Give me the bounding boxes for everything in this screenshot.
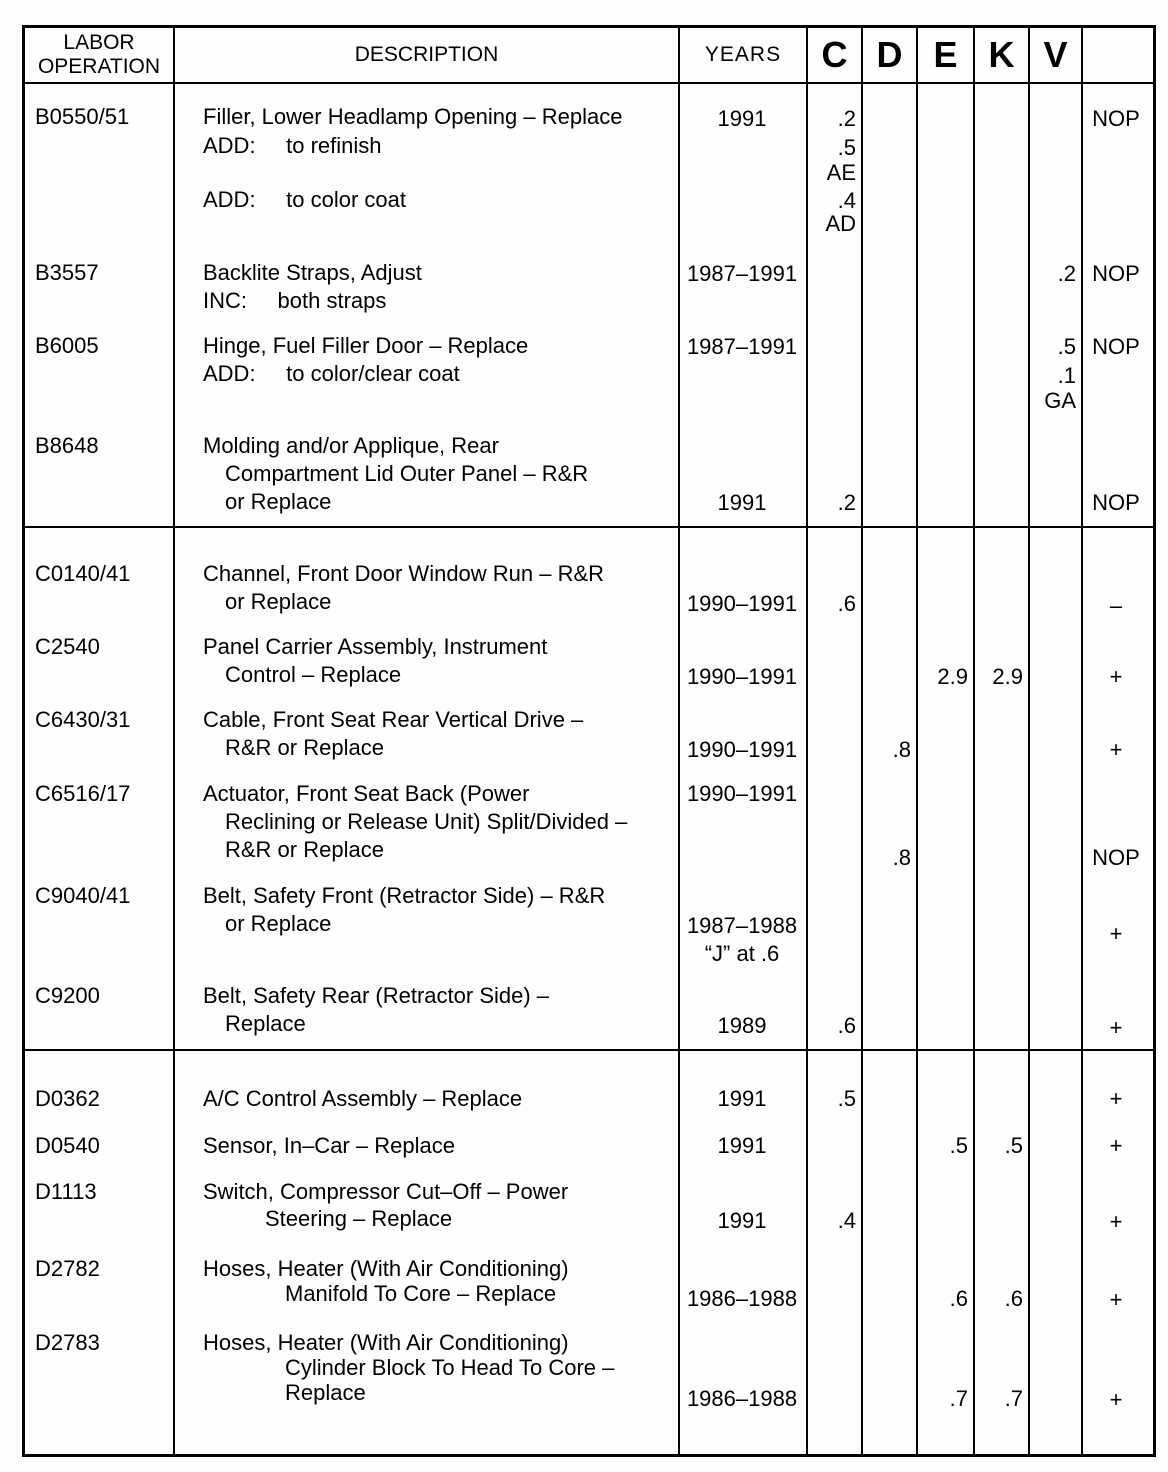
header-col-k: K	[988, 34, 1015, 75]
description-line: Panel Carrier Assembly, Instrument	[203, 634, 548, 659]
section-divider	[25, 1049, 1153, 1051]
description-line: INC: both straps	[203, 288, 387, 313]
description-line: ADD: to refinish	[203, 133, 382, 158]
labor-operation-code: B3557	[35, 260, 99, 285]
status-value: NOP	[1092, 490, 1140, 515]
hours-value-c: .2	[837, 490, 856, 515]
years-value: 1987–1991	[686, 261, 798, 286]
hours-value-c: AD	[825, 211, 856, 236]
description-line: Switch, Compressor Cut–Off – Power	[203, 1179, 569, 1204]
header-labor-operation-line1: LABOR	[63, 31, 135, 54]
status-value: –	[1109, 593, 1123, 618]
status-value: +	[1109, 1209, 1123, 1234]
hours-value-c: .4	[837, 1208, 856, 1233]
description-line: Manifold To Core – Replace	[285, 1281, 557, 1306]
hours-value-d: .8	[892, 845, 911, 870]
labor-operation-code: B8648	[35, 433, 99, 458]
years-value: 1990–1991	[686, 781, 798, 806]
labor-operation-code: C2540	[35, 634, 100, 659]
years-value: 1987–1991	[686, 334, 798, 359]
labor-operations-table	[22, 25, 1156, 1457]
labor-operation-code: D0362	[35, 1086, 100, 1111]
description-line: ADD: to color/clear coat	[203, 361, 460, 386]
header-years: YEARS	[704, 43, 782, 66]
hours-value-e: .6	[949, 1286, 968, 1311]
status-value: +	[1109, 737, 1123, 762]
description-line: Belt, Safety Front (Retractor Side) – R&R	[203, 883, 606, 908]
description-line: R&R or Replace	[225, 837, 384, 862]
years-value: 1991	[717, 490, 767, 515]
header-col-e: E	[933, 34, 958, 75]
description-line: Belt, Safety Rear (Retractor Side) –	[203, 983, 550, 1008]
labor-operation-code: C6430/31	[35, 707, 131, 732]
hours-value-c: .6	[837, 1013, 856, 1038]
header-col-v: V	[1043, 34, 1068, 75]
labor-operation-code: B0550/51	[35, 104, 130, 129]
description-line: Sensor, In–Car – Replace	[203, 1133, 455, 1158]
years-value: 1990–1991	[686, 591, 798, 616]
hours-value-c: .2	[837, 106, 856, 131]
labor-operation-code: D0540	[35, 1133, 100, 1158]
description-line: Actuator, Front Seat Back (Power	[203, 781, 530, 806]
hours-value-v: .1	[1057, 363, 1076, 388]
description-line: A/C Control Assembly – Replace	[203, 1086, 523, 1111]
labor-operation-code: B6005	[35, 333, 99, 358]
years-value: 1989	[717, 1013, 767, 1038]
column-divider	[806, 28, 808, 1454]
description-line: Control – Replace	[225, 662, 402, 687]
hours-value-d: .8	[892, 737, 911, 762]
description-line: Replace	[285, 1380, 366, 1405]
description-line: Replace	[225, 1011, 306, 1036]
header-col-c: C	[821, 34, 848, 75]
description-line: Hoses, Heater (With Air Conditioning)	[203, 1330, 569, 1355]
hours-value-c: .4	[837, 188, 856, 213]
hours-value-c: .5	[837, 1086, 856, 1111]
status-value: NOP	[1092, 106, 1140, 131]
status-value: +	[1109, 1133, 1123, 1158]
hours-value-k: .7	[1004, 1386, 1023, 1411]
years-note: “J” at .6	[704, 941, 780, 966]
hours-value-v: .2	[1057, 261, 1076, 286]
years-value: 1991	[717, 1208, 767, 1233]
header-description: DESCRIPTION	[354, 43, 499, 66]
description-line: Steering – Replace	[265, 1206, 453, 1231]
labor-operation-code: D2782	[35, 1256, 100, 1281]
status-value: NOP	[1092, 845, 1140, 870]
hours-value-k: 2.9	[992, 664, 1023, 689]
header-labor-operation-line2: OPERATION	[37, 55, 161, 78]
status-value: +	[1109, 1287, 1123, 1312]
header-labor-operation	[25, 28, 173, 82]
description-line: Backlite Straps, Adjust	[203, 260, 422, 285]
hours-value-c: .5	[837, 135, 856, 160]
column-divider	[1028, 28, 1030, 1454]
years-value: 1990–1991	[686, 664, 798, 689]
years-value: 1991	[717, 106, 767, 131]
header-divider	[25, 82, 1153, 84]
description-line: R&R or Replace	[225, 735, 384, 760]
status-value: NOP	[1092, 334, 1140, 359]
status-value: +	[1109, 921, 1123, 946]
years-value: 1991	[717, 1133, 767, 1158]
status-value: +	[1109, 1015, 1123, 1040]
hours-value-k: .6	[1004, 1286, 1023, 1311]
hours-value-c: .6	[837, 591, 856, 616]
years-value: 1986–1988	[686, 1386, 798, 1411]
description-line: or Replace	[225, 589, 332, 614]
hours-value-v: .5	[1057, 334, 1076, 359]
labor-operation-code: C9200	[35, 983, 100, 1008]
years-value: 1990–1991	[686, 737, 798, 762]
description-line: Cylinder Block To Head To Core –	[285, 1355, 615, 1380]
labor-operation-code: D2783	[35, 1330, 100, 1355]
hours-value-e: .7	[949, 1386, 968, 1411]
column-divider	[173, 28, 175, 1454]
status-value: +	[1109, 1387, 1123, 1412]
hours-value-c: AE	[826, 160, 856, 185]
column-divider	[973, 28, 975, 1454]
description-line: or Replace	[225, 911, 332, 936]
status-value: NOP	[1092, 261, 1140, 286]
description-line: Compartment Lid Outer Panel – R&R	[225, 461, 589, 486]
description-line: Filler, Lower Headlamp Opening – Replace	[203, 104, 623, 129]
description-line: or Replace	[225, 489, 332, 514]
header-col-d: D	[876, 34, 903, 75]
description-line: Cable, Front Seat Rear Vertical Drive –	[203, 707, 584, 732]
hours-value-k: .5	[1004, 1133, 1023, 1158]
description-line: ADD: to color coat	[203, 187, 406, 212]
years-value: 1987–1988	[686, 913, 798, 938]
description-line: Hinge, Fuel Filler Door – Replace	[203, 333, 529, 358]
labor-operation-code: C9040/41	[35, 883, 131, 908]
labor-operation-code: C6516/17	[35, 781, 131, 806]
labor-operation-code: D1113	[35, 1179, 97, 1204]
hours-value-v: GA	[1044, 388, 1076, 413]
hours-value-e: .5	[949, 1133, 968, 1158]
status-value: +	[1109, 664, 1123, 689]
status-value: +	[1109, 1086, 1123, 1111]
years-value: 1986–1988	[686, 1286, 798, 1311]
description-line: Channel, Front Door Window Run – R&R	[203, 561, 605, 586]
description-line: Hoses, Heater (With Air Conditioning)	[203, 1256, 569, 1281]
column-divider	[916, 28, 918, 1454]
years-value: 1991	[717, 1086, 767, 1111]
section-divider	[25, 526, 1153, 528]
description-line: Molding and/or Applique, Rear	[203, 433, 499, 458]
labor-operation-code: C0140/41	[35, 561, 131, 586]
description-line: Reclining or Release Unit) Split/Divided –	[225, 809, 628, 834]
hours-value-e: 2.9	[937, 664, 968, 689]
